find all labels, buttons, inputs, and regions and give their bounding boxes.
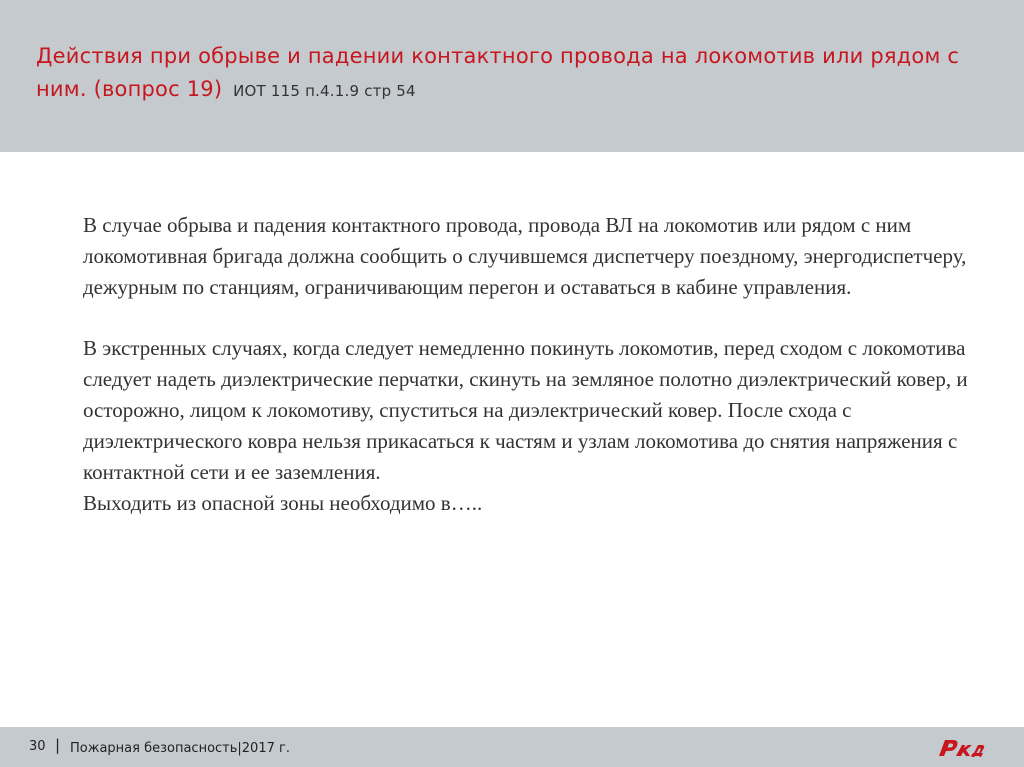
slide-title — [36, 40, 996, 108]
rzd-logo-icon — [935, 736, 987, 758]
slide-title-text: Действия при обрыве и падении контактного провода на локомотив или рядом с ним. (вопрос 19) — [36, 44, 960, 101]
footer-text: Пожарная безопасность|2017 г. — [70, 741, 290, 756]
slide-body — [83, 210, 983, 519]
page-number: 30 — [29, 739, 46, 754]
paragraph-3: Выходить из опасной зоны необходимо в….. — [83, 491, 483, 515]
paragraph-2: В экстренных случаях, когда следует немедленно покинуть локомотив, перед сходом с локомотива следует надеть диэлектрические перчатки, скинуть на земляное полотно диэлектрический ковер, и осторожно, лицом к локомотиву, спуститься на диэлектрический ковер. После схода с диэлектрического ковра нельзя прикасаться к частям и узлам локомотива до снятия напряжения с контактной сети и ее заземления. — [83, 336, 968, 484]
paragraph-1: В случае обрыва и падения контактного провода, провода ВЛ на локомотив или рядом с ним локомотивная бригада должна сообщить о случившемся диспетчеру поездному, энергодиспетчеру, дежурным по станциям, ограничивающим перегон и оставаться в кабине управления. — [83, 213, 967, 299]
slide-header — [0, 0, 1024, 152]
footer-separator: | — [55, 736, 61, 754]
slide-content — [0, 152, 1024, 727]
paragraph-gap — [83, 303, 983, 333]
slide-title-reference: ИОТ 115 п.4.1.9 стр 54 — [233, 82, 416, 100]
slide-footer — [0, 727, 1024, 767]
